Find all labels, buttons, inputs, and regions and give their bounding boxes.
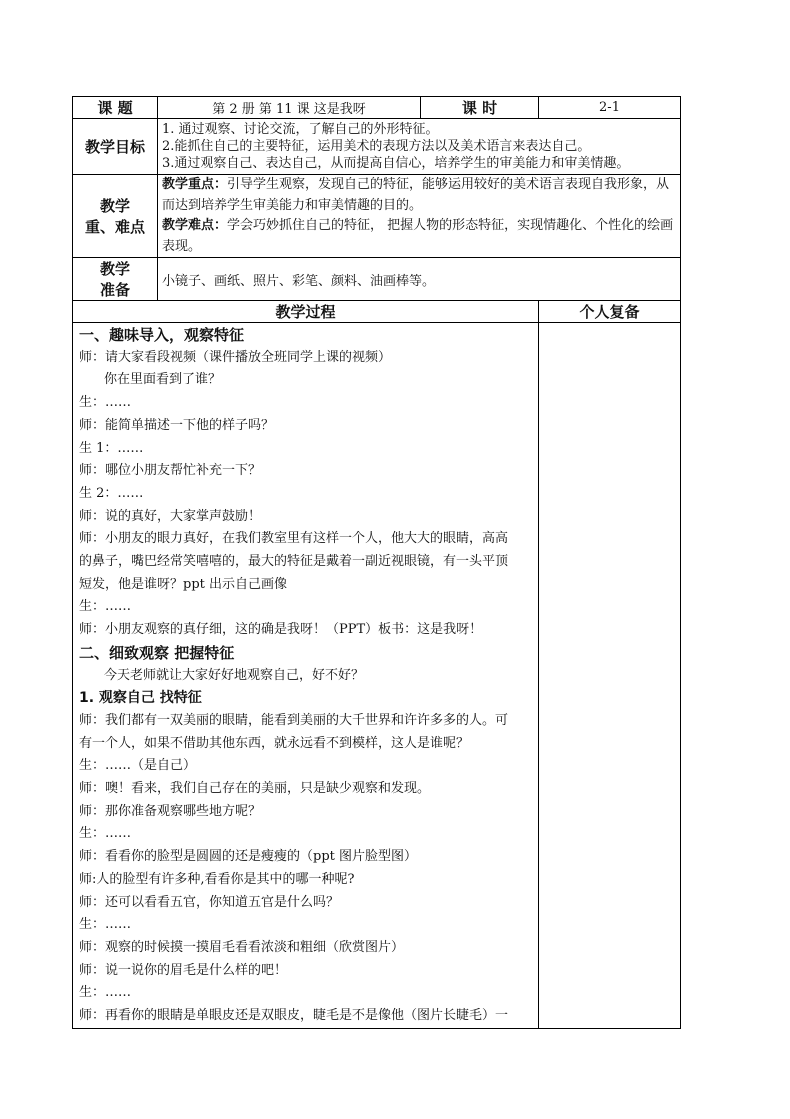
process-content	[73, 323, 539, 1029]
process-line: 师：看看你的脸型是圆圆的还是瘦瘦的（ppt 图片脸型图）	[79, 849, 418, 865]
process-line: 师：说一说你的眉毛是什么样的吧！	[79, 962, 288, 978]
process-line: 师：能简单描述一下他的样子吗？	[79, 417, 275, 433]
teaching-difficulty	[162, 216, 676, 257]
objectives-label: 教学目标	[73, 119, 158, 175]
process-line: 有一个人，如果不借助其他东西，就永远看不到模样，这人是谁呢？	[79, 735, 470, 751]
process-line: 师：再看你的眼睛是单眼皮还是双眼皮，睫毛是不是像他（图片长睫毛）一	[79, 1008, 509, 1024]
teaching-focus-label: 教学重点：	[162, 177, 228, 192]
process-line: 师：哪位小朋友帮忙补充一下？	[79, 463, 262, 479]
objective-item: 2.能抓住自己的主要特征，运用美术的表现方法以及美术语言来表达自己。	[162, 139, 591, 154]
personal-prep-label: 个人复备	[539, 301, 681, 323]
teaching-focus-text: 引导学生观察，发现自己的特征，能够运用较好的美术语言表现自我形象，从而达到培养学生审美能力和审美情趣的目的。	[162, 177, 670, 213]
preparation-label	[73, 258, 158, 301]
teaching-focus	[162, 175, 676, 216]
key-points-label-line2: 重、难点	[84, 218, 145, 236]
header-row	[73, 97, 681, 119]
lesson-plan-page	[72, 96, 680, 1029]
process-body-row	[73, 323, 681, 1029]
personal-prep-content	[539, 323, 681, 1029]
process-line: 生：……	[79, 985, 132, 1001]
preparation-text: 小镜子、画纸、照片、彩笔、颜料、油画棒等。	[158, 258, 681, 301]
topic-value: 第 2 册 第 11 课 这是我呀	[158, 97, 421, 119]
teaching-difficulty-label: 教学难点：	[162, 218, 228, 233]
period-value: 2-1	[539, 97, 681, 119]
process-line: 师：请大家看段视频（课件播放全班同学上课的视频）	[79, 349, 392, 365]
process-line: 师：噢！看来，我们自己存在的美丽，只是缺少观察和发现。	[79, 781, 431, 797]
objective-item: 1. 通过观察、讨论交流，了解自己的外形特征。	[162, 122, 439, 137]
teaching-difficulty-text: 学会巧妙抓住自己的特征， 把握人物的形态特征，实现情趣化、个性化的绘画表现。	[162, 218, 674, 254]
section-heading: 二、细致观察 把握特征	[79, 643, 235, 662]
preparation-row	[73, 258, 681, 301]
period-label: 课 时	[421, 97, 539, 119]
process-line: 生：……	[79, 599, 132, 615]
subsection-heading: 1. 观察自己 找特征	[79, 690, 202, 707]
preparation-label-line1: 教学	[99, 260, 130, 278]
process-lines	[79, 324, 532, 1028]
process-line: 生 1：……	[79, 440, 144, 456]
process-line: 生 2：……	[79, 485, 144, 501]
key-points-content	[158, 175, 681, 258]
section-heading: 一、趣味导入，观察特征	[79, 326, 245, 344]
process-line: 生：……	[79, 826, 132, 842]
process-line: 师:人的脸型有许多种,看看你是其中的哪一种呢?	[79, 871, 355, 887]
process-header-row	[73, 301, 681, 323]
process-line: 的鼻子，嘴巴经常笑嘻嘻的，最大的特征是戴着一副近视眼镜，有一头平顶	[79, 554, 509, 570]
process-line: 短发，他是谁呀？ppt 出示自己画像	[79, 576, 288, 592]
preparation-label-line2: 准备	[99, 281, 130, 299]
topic-label: 课 题	[73, 97, 158, 119]
key-points-label-line1: 教学	[99, 197, 130, 215]
objectives-row	[73, 119, 681, 175]
objectives-content	[158, 119, 681, 175]
key-points-row	[73, 175, 681, 258]
process-line: 生：……	[79, 917, 132, 933]
process-line: 师：观察的时候摸一摸眉毛看看浓淡和粗细（欣赏图片）	[79, 939, 405, 955]
process-line: 师：我们都有一双美丽的眼睛，能看到美丽的大千世界和许许多多的人。可	[79, 712, 509, 728]
key-points-label	[73, 175, 158, 258]
process-label: 教学过程	[73, 301, 539, 323]
process-line: 师：说的真好，大家掌声鼓励！	[79, 508, 262, 524]
process-line: 你在里面看到了谁？	[104, 372, 222, 388]
lesson-plan-table	[72, 96, 681, 1029]
process-line: 生：……（是自己）	[79, 758, 197, 774]
process-line: 师：那你准备观察哪些地方呢？	[79, 803, 262, 819]
process-line: 师：还可以看看五官，你知道五官是什么吗？	[79, 894, 340, 910]
process-line: 今天老师就让大家好好地观察自己，好不好？	[104, 667, 365, 683]
process-line: 师：小朋友观察的真仔细，这的确是我呀！（PPT）板书：这是我呀！	[79, 622, 483, 638]
process-line: 师：小朋友的眼力真好，在我们教室里有这样一个人，他大大的眼睛，高高	[79, 531, 509, 547]
process-line: 生：……	[79, 395, 132, 411]
objective-item: 3.通过观察自己、表达自己，从而提高自信心，培养学生的审美能力和审美情趣。	[162, 156, 630, 171]
